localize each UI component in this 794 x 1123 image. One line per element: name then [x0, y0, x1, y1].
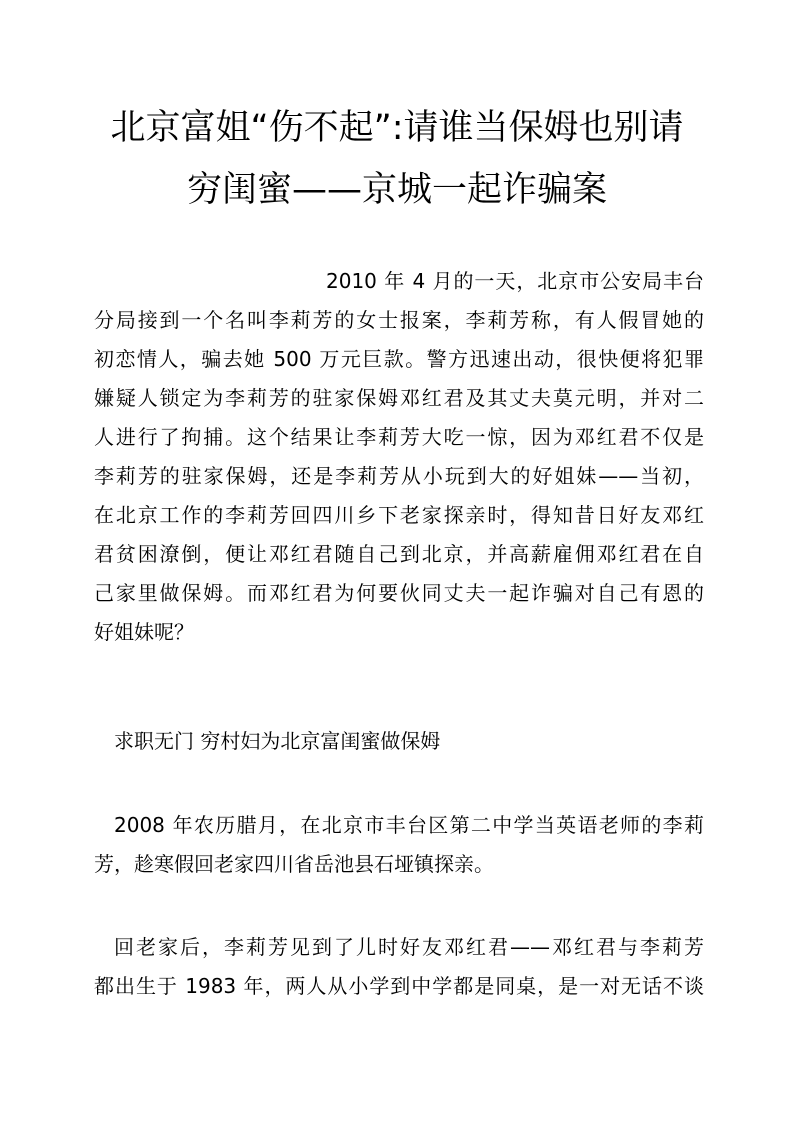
paragraph-1-line: 分局接到一个名叫李莉芳的女士报案，李莉芳称，有人假冒她的 — [94, 308, 704, 332]
paragraph-1-line: 李莉芳的驻家保姆，还是李莉芳从小玩到大的好姐妹——当初， — [94, 464, 704, 488]
document-title-line-1: 北京富姐“伤不起”:请谁当保姆也别请 — [110, 108, 684, 148]
paragraph-2-line: 芳，趁寒假回老家四川省岳池县石垭镇探亲。 — [94, 852, 494, 876]
paragraph-3-line: 都出生于 1983 年，两人从小学到中学都是同桌，是一对无话不谈 — [94, 974, 704, 998]
paragraph-2-line: 2008 年农历腊月，在北京市丰台区第二中学当英语老师的李莉 — [114, 813, 704, 837]
paragraph-1-line: 嫌疑人锁定为李莉芳的驻家保姆邓红君及其丈夫莫元明，并对二 — [94, 386, 704, 410]
paragraph-1-line: 人进行了拘捕。这个结果让李莉芳大吃一惊，因为邓红君不仅是 — [94, 425, 704, 449]
paragraph-1-line: 2010 年 4 月的一天，北京市公安局丰台 — [326, 269, 704, 293]
paragraph-1-line: 君贫困潦倒，便让邓红君随自己到北京，并高薪雇佣邓红君在自 — [94, 542, 704, 566]
section-heading-block — [94, 722, 704, 761]
paragraph-3 — [94, 928, 704, 1006]
paragraph-1-line: 初恋情人，骗去她 500 万元巨款。警方迅速出动，很快便将犯罪 — [94, 347, 704, 371]
paragraph-1-line: 好姐妹呢？ — [94, 620, 194, 644]
paragraph-1-line: 在北京工作的李莉芳回四川乡下老家探亲时，得知昔日好友邓红 — [94, 503, 704, 527]
section-heading: 求职无门 穷村妇为北京富闺蜜做保姆 — [114, 729, 441, 753]
paragraph-2 — [94, 806, 704, 884]
paragraph-3-line: 回老家后，李莉芳见到了儿时好友邓红君——邓红君与李莉芳 — [114, 935, 704, 959]
document-title-line-2: 穷闺蜜——京城一起诈骗案 — [186, 170, 607, 210]
paragraph-1 — [94, 262, 704, 652]
paragraph-1-line: 己家里做保姆。而邓红君为何要伙同丈夫一起诈骗对自己有恩的 — [94, 581, 704, 605]
